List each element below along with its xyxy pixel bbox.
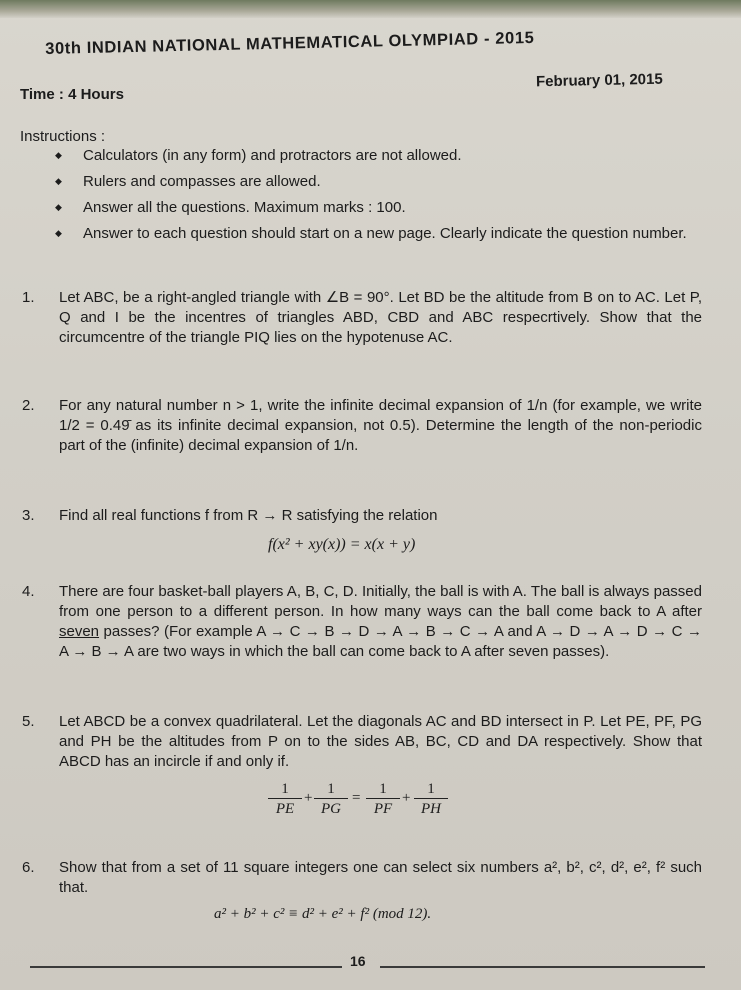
question-text: Show that from a set of 11 square integers one can select six numbers a², b², c², d², e², f² such that. bbox=[59, 859, 702, 896]
exam-date: February 01, 2015 bbox=[535, 70, 663, 91]
footer-rule-left bbox=[30, 966, 342, 968]
fraction-numerator: 1 bbox=[366, 780, 400, 799]
instruction-item: ◆ Rulers and compasses are allowed. bbox=[55, 172, 705, 191]
question-2 bbox=[22, 396, 702, 456]
page-top-edge bbox=[0, 0, 741, 18]
question-5 bbox=[22, 712, 702, 772]
question-text bbox=[59, 582, 702, 662]
question-number: 1. bbox=[22, 289, 35, 306]
fraction-equation bbox=[268, 780, 468, 830]
question-number: 2. bbox=[22, 397, 35, 414]
instruction-item: ◆ Answer all the questions. Maximum marks : 100. bbox=[55, 198, 705, 217]
fraction-denominator: PE bbox=[275, 801, 295, 817]
underlined-word: seven bbox=[59, 623, 100, 640]
question-4 bbox=[22, 582, 702, 662]
fraction-numerator: 1 bbox=[268, 780, 302, 799]
fraction bbox=[414, 780, 448, 819]
question-text-part: passes? (For example A → C → B → D → A → B → C → A and A → D → A → D → C → A → B → A are two ways in which the ball can come back to A after seven passes). bbox=[59, 623, 702, 660]
exam-duration: Time : 4 Hours bbox=[20, 86, 124, 103]
question-1 bbox=[22, 288, 702, 348]
question-text: Let ABC, be a right-angled triangle with ∠B = 90°. Let BD be the altitude from B on to AC. Let P, Q and I be the incentres of triangles ABD, CBD and ABC respecrtively. Show that the circumcentre of the triangle PIQ lies on the hypotenuse AC. bbox=[59, 289, 702, 346]
plus-sign: + bbox=[402, 790, 411, 806]
question-text-part: There are four basket-ball players A, B, C, D. Initially, the ball is with A. The ball is always passed from one person to a different person. In how many ways can the ball come back to A after bbox=[59, 583, 702, 620]
question-3 bbox=[22, 506, 702, 526]
instruction-item: ◆ Answer to each question should start on a new page. Clearly indicate the question number. bbox=[55, 224, 705, 243]
question-6 bbox=[22, 858, 702, 898]
plus-sign: + bbox=[304, 790, 313, 806]
question-text: Let ABCD be a convex quadrilateral. Let the diagonals AC and BD intersect in P. Let PE, PF, PG and PH be the altitudes from P on to the sides AB, BC, CD and DA respectively. Show that ABCD has an incircle if and only if. bbox=[59, 713, 702, 770]
question-number: 6. bbox=[22, 859, 35, 876]
question-number: 3. bbox=[22, 507, 35, 524]
question-number: 5. bbox=[22, 713, 35, 730]
equation: f(x² + xy(x)) = x(x + y) bbox=[268, 536, 416, 553]
page-number: 16 bbox=[350, 953, 366, 969]
fraction bbox=[366, 780, 400, 819]
question-number: 4. bbox=[22, 583, 35, 600]
instructions-heading: Instructions : bbox=[20, 128, 106, 145]
fraction-numerator: 1 bbox=[414, 780, 448, 799]
fraction-denominator: PF bbox=[373, 801, 393, 817]
instructions-list bbox=[55, 146, 705, 250]
fraction-numerator: 1 bbox=[314, 780, 348, 799]
instruction-item: ◆ Calculators (in any form) and protractors are not allowed. bbox=[55, 146, 705, 165]
fraction-denominator: PG bbox=[321, 801, 341, 817]
equals-sign: = bbox=[352, 790, 361, 806]
fraction-denominator: PH bbox=[421, 801, 441, 817]
question-text: Find all real functions f from R → R satisfying the relation bbox=[59, 507, 438, 524]
question-text: For any natural number n > 1, write the infinite decimal expansion of 1/n (for example, we write 1/2 = 0.49̄ as its infinite decimal expansion, not 0.5). Determine the length of the non-periodic part of the (infinite) decimal expansion of 1/n. bbox=[59, 397, 702, 454]
footer-rule-right bbox=[380, 966, 705, 968]
exam-title: 30th INDIAN NATIONAL MATHEMATICAL OLYMPIAD - 2015 bbox=[45, 28, 535, 58]
equation: a² + b² + c² ≡ d² + e² + f² (mod 12). bbox=[214, 906, 432, 922]
fraction bbox=[268, 780, 302, 819]
fraction bbox=[314, 780, 348, 819]
